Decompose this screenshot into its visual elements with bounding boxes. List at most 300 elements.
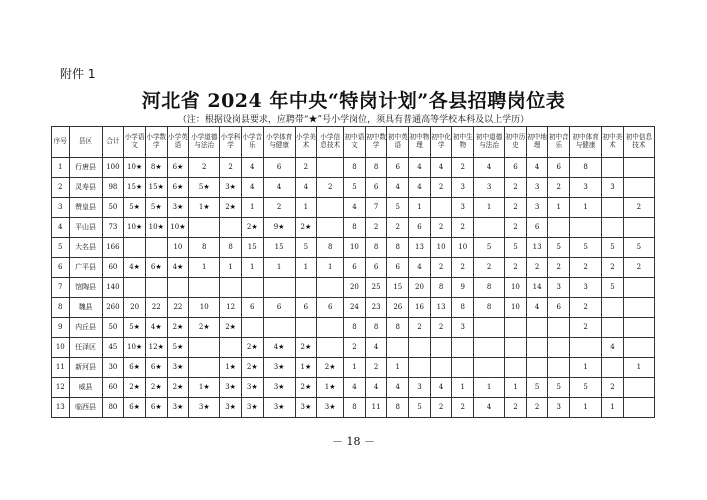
- table-cell: 6: [295, 298, 317, 318]
- table-row: [52, 278, 655, 298]
- table-cell: 2: [409, 318, 431, 338]
- table-cell: 2★: [295, 338, 317, 358]
- table-cell: 73: [102, 218, 124, 238]
- table-cell: 6★: [167, 158, 189, 178]
- table-cell: 2: [526, 398, 548, 418]
- table-row: [52, 318, 655, 338]
- table-cell: 3: [474, 178, 505, 198]
- table-cell: 8: [365, 238, 387, 258]
- table-cell: 8: [52, 298, 70, 318]
- table-cell: 12★: [145, 338, 167, 358]
- table-cell: 6★: [145, 258, 167, 278]
- table-cell: 12: [220, 298, 242, 318]
- table-cell: 13: [430, 298, 452, 318]
- table-cell: [474, 338, 505, 358]
- table-cell: [124, 238, 146, 258]
- table-cell: 新河县: [69, 358, 102, 378]
- table-cell: 5★: [124, 318, 146, 338]
- table-cell: 4: [430, 378, 452, 398]
- table-cell: [317, 158, 344, 178]
- table-cell: 15: [241, 238, 263, 258]
- table-cell: 2: [570, 298, 602, 318]
- table-cell: 6★: [145, 398, 167, 418]
- table-cell: [220, 338, 242, 358]
- table-cell: 1: [452, 378, 474, 398]
- table-cell: 2: [430, 258, 452, 278]
- table-cell: 2★: [167, 318, 189, 338]
- table-cell: 1★: [317, 378, 344, 398]
- table-cell: 5: [52, 238, 70, 258]
- table-cell: 1: [52, 158, 70, 178]
- table-cell: [189, 278, 220, 298]
- table-cell: 2: [570, 318, 602, 338]
- table-cell: 15: [263, 238, 295, 258]
- table-cell: 9: [52, 318, 70, 338]
- table-cell: 8: [452, 298, 474, 318]
- table-cell: 8: [387, 318, 409, 338]
- table-cell: 6: [344, 258, 366, 278]
- table-cell: 10★: [167, 218, 189, 238]
- table-cell: 8: [344, 158, 366, 178]
- table-cell: 7: [52, 278, 70, 298]
- table-row: [52, 178, 655, 198]
- table-cell: [602, 198, 624, 218]
- table-cell: [548, 318, 570, 338]
- table-cell: [409, 358, 431, 378]
- table-cell: 1: [570, 358, 602, 378]
- column-header: 初中物理: [409, 127, 431, 158]
- table-cell: 3★: [220, 378, 242, 398]
- table-cell: 8: [344, 318, 366, 338]
- table-cell: [623, 338, 654, 358]
- table-cell: 3★: [220, 178, 242, 198]
- table-cell: [124, 278, 146, 298]
- table-cell: 8: [189, 238, 220, 258]
- table-cell: 3: [570, 178, 602, 198]
- table-cell: [430, 198, 452, 218]
- table-cell: 13: [52, 398, 70, 418]
- table-cell: [623, 318, 654, 338]
- table-cell: 4: [263, 178, 295, 198]
- table-cell: 6: [387, 258, 409, 278]
- table-cell: 98: [102, 178, 124, 198]
- table-cell: 4: [474, 158, 505, 178]
- table-cell: 2★: [241, 358, 263, 378]
- table-cell: 4: [526, 158, 548, 178]
- table-cell: 3★: [220, 398, 242, 418]
- table-cell: 2: [505, 198, 527, 218]
- table-cell: 6: [548, 158, 570, 178]
- table-cell: 10: [189, 298, 220, 318]
- table-cell: [505, 318, 527, 338]
- table-cell: [189, 338, 220, 358]
- table-cell: 50: [102, 318, 124, 338]
- table-cell: 3★: [241, 378, 263, 398]
- table-cell: 2: [430, 178, 452, 198]
- table-cell: 1: [505, 378, 527, 398]
- table-row: [52, 378, 655, 398]
- table-cell: 2: [548, 258, 570, 278]
- table-cell: 1: [474, 198, 505, 218]
- table-cell: 10: [505, 298, 527, 318]
- table-cell: [623, 298, 654, 318]
- table-cell: 2: [602, 378, 624, 398]
- table-cell: 8: [430, 278, 452, 298]
- column-header: 初中历史: [505, 127, 527, 158]
- table-cell: 10★: [124, 218, 146, 238]
- table-row: [52, 158, 655, 178]
- table-cell: 3★: [263, 378, 295, 398]
- table-cell: 1★: [220, 358, 242, 378]
- table-cell: 20: [409, 278, 431, 298]
- table-cell: 2: [570, 258, 602, 278]
- table-cell: 1: [263, 258, 295, 278]
- table-cell: 1: [570, 198, 602, 218]
- table-cell: 5: [526, 378, 548, 398]
- table-cell: 1★: [189, 378, 220, 398]
- table-cell: 4: [52, 218, 70, 238]
- column-header: 初中信息技术: [623, 127, 654, 158]
- table-cell: [263, 278, 295, 298]
- table-cell: 1★: [295, 358, 317, 378]
- table-cell: 内丘县: [69, 318, 102, 338]
- column-header: 初中生物: [452, 127, 474, 158]
- table-cell: 4: [409, 158, 431, 178]
- table-cell: 2★: [189, 318, 220, 338]
- column-header: 县区: [69, 127, 102, 158]
- table-cell: 1: [241, 198, 263, 218]
- table-cell: [548, 338, 570, 358]
- table-cell: 3: [409, 378, 431, 398]
- table-cell: [623, 218, 654, 238]
- table-cell: 4: [474, 398, 505, 418]
- table-cell: [295, 278, 317, 298]
- column-header: 合计: [102, 127, 124, 158]
- table-cell: 260: [102, 298, 124, 318]
- table-cell: 2: [452, 398, 474, 418]
- table-cell: 4: [409, 258, 431, 278]
- table-cell: [317, 218, 344, 238]
- table-cell: 10★: [145, 218, 167, 238]
- table-cell: 3★: [263, 398, 295, 418]
- column-header: 小学语文: [124, 127, 146, 158]
- column-header: 初中地理: [526, 127, 548, 158]
- table-cell: 6★: [167, 178, 189, 198]
- table-cell: 4★: [124, 258, 146, 278]
- table-cell: 6: [263, 158, 295, 178]
- table-cell: 2: [189, 158, 220, 178]
- table-cell: 2: [548, 178, 570, 198]
- table-cell: 2: [452, 158, 474, 178]
- table-cell: 10: [430, 238, 452, 258]
- table-cell: 2: [295, 158, 317, 178]
- table-cell: 60: [102, 258, 124, 278]
- table-cell: 9★: [263, 218, 295, 238]
- table-cell: 8: [317, 238, 344, 258]
- column-header: 小学道德与法治: [189, 127, 220, 158]
- table-cell: 6★: [124, 398, 146, 418]
- table-cell: 5★: [124, 198, 146, 218]
- table-cell: 8: [570, 158, 602, 178]
- table-cell: 行唐县: [69, 158, 102, 178]
- table-row: [52, 358, 655, 378]
- table-cell: 4: [365, 378, 387, 398]
- table-header-row: [52, 127, 655, 158]
- table-cell: 3: [526, 198, 548, 218]
- table-cell: 8: [474, 298, 505, 318]
- table-cell: [623, 178, 654, 198]
- table-cell: [623, 398, 654, 418]
- table-cell: 1: [387, 358, 409, 378]
- table-cell: 2: [317, 178, 344, 198]
- table-cell: [189, 218, 220, 238]
- table-cell: [505, 338, 527, 358]
- table-cell: 6: [52, 258, 70, 278]
- table-cell: 5: [623, 238, 654, 258]
- column-header: 序号: [52, 127, 70, 158]
- column-header: 初中数学: [365, 127, 387, 158]
- table-cell: [452, 338, 474, 358]
- table-cell: 2: [505, 178, 527, 198]
- table-cell: 5★: [145, 198, 167, 218]
- table-cell: 80: [102, 398, 124, 418]
- table-cell: 8: [387, 398, 409, 418]
- table-cell: 2★: [295, 218, 317, 238]
- table-cell: 4★: [263, 338, 295, 358]
- page-title: 河北省 2024 年中央“特岗计划”各县招聘岗位表: [141, 90, 566, 112]
- table-cell: 5: [548, 238, 570, 258]
- column-header: 小学信息技术: [317, 127, 344, 158]
- column-header: 初中道德与法治: [474, 127, 505, 158]
- table-cell: 2★: [124, 378, 146, 398]
- table-cell: 1: [548, 198, 570, 218]
- table-cell: [602, 158, 624, 178]
- table-cell: 4★: [145, 318, 167, 338]
- column-header: 小学数学: [145, 127, 167, 158]
- table-cell: 4: [241, 158, 263, 178]
- table-cell: 10★: [124, 158, 146, 178]
- table-cell: 2: [452, 258, 474, 278]
- table-cell: 2: [263, 198, 295, 218]
- table-row: [52, 258, 655, 278]
- table-cell: [317, 278, 344, 298]
- table-cell: 5: [387, 198, 409, 218]
- table-cell: 23: [365, 298, 387, 318]
- table-cell: 6: [317, 298, 344, 318]
- table-cell: 22: [145, 298, 167, 318]
- table-cell: 3: [52, 198, 70, 218]
- table-row: [52, 238, 655, 258]
- table-cell: 15★: [124, 178, 146, 198]
- table-cell: 3★: [167, 358, 189, 378]
- page-number: － 18 －: [332, 435, 375, 448]
- table-cell: 30: [102, 358, 124, 378]
- recruitment-table: [51, 126, 655, 418]
- table-cell: [570, 218, 602, 238]
- table-cell: 3★: [295, 398, 317, 418]
- table-cell: 9: [452, 278, 474, 298]
- table-cell: 1: [220, 258, 242, 278]
- table-cell: 威县: [69, 378, 102, 398]
- table-cell: 14: [526, 278, 548, 298]
- table-cell: 8: [365, 158, 387, 178]
- table-cell: 22: [167, 298, 189, 318]
- table-cell: 8: [220, 238, 242, 258]
- table-cell: 50: [102, 198, 124, 218]
- table-cell: [570, 338, 602, 358]
- table-cell: 4: [602, 338, 624, 358]
- table-row: [52, 398, 655, 418]
- table-cell: [241, 318, 263, 338]
- table-cell: [526, 318, 548, 338]
- table-cell: 5: [602, 238, 624, 258]
- table-cell: 3★: [167, 198, 189, 218]
- table-cell: 5: [474, 238, 505, 258]
- table-cell: 45: [102, 338, 124, 358]
- table-cell: [474, 218, 505, 238]
- table-cell: 广平县: [69, 258, 102, 278]
- table-cell: 1: [295, 258, 317, 278]
- table-cell: [505, 358, 527, 378]
- table-cell: [602, 298, 624, 318]
- table-cell: 1: [474, 378, 505, 398]
- table-cell: 6: [548, 298, 570, 318]
- table-cell: [548, 358, 570, 378]
- table-cell: [623, 278, 654, 298]
- table-cell: 5: [570, 238, 602, 258]
- page-subtitle: （注：根据设岗县要求，应聘带“★”号小学岗位，须具有普通高等学校本科及以上学历）: [177, 115, 530, 125]
- table-cell: 3: [548, 398, 570, 418]
- table-cell: 4: [526, 298, 548, 318]
- table-cell: 20: [344, 278, 366, 298]
- table-cell: [623, 378, 654, 398]
- table-cell: 2★: [241, 218, 263, 238]
- table-cell: [623, 158, 654, 178]
- table-row: [52, 338, 655, 358]
- table-cell: 2★: [220, 318, 242, 338]
- table-cell: [317, 198, 344, 218]
- table-cell: 6: [387, 158, 409, 178]
- table-cell: 4: [430, 158, 452, 178]
- table-row: [52, 198, 655, 218]
- attachment-label: 附件 1: [60, 67, 96, 81]
- table-cell: 4: [344, 198, 366, 218]
- table-cell: 10★: [124, 338, 146, 358]
- table-cell: 8: [365, 318, 387, 338]
- table-cell: 2★: [241, 338, 263, 358]
- table-cell: 2: [430, 218, 452, 238]
- table-cell: 5: [570, 378, 602, 398]
- table-cell: 2★: [220, 198, 242, 218]
- table-cell: 5: [409, 398, 431, 418]
- table-cell: [526, 338, 548, 358]
- table-cell: 2: [623, 258, 654, 278]
- table-cell: 4: [387, 178, 409, 198]
- table-cell: 5: [505, 238, 527, 258]
- column-header: 初中美术: [602, 127, 624, 158]
- table-cell: 4: [409, 178, 431, 198]
- table-cell: [263, 318, 295, 338]
- table-cell: 8: [387, 238, 409, 258]
- table-cell: 任泽区: [69, 338, 102, 358]
- table-cell: 4: [387, 378, 409, 398]
- table-cell: [220, 278, 242, 298]
- table-cell: [145, 238, 167, 258]
- table-cell: 2: [344, 338, 366, 358]
- table-cell: 2: [430, 398, 452, 418]
- table-cell: 2: [52, 178, 70, 198]
- table-cell: [548, 218, 570, 238]
- table-cell: 8: [344, 398, 366, 418]
- table-cell: [189, 358, 220, 378]
- table-cell: 6: [409, 218, 431, 238]
- table-cell: 15: [387, 278, 409, 298]
- table-cell: 平山县: [69, 218, 102, 238]
- table-cell: [430, 358, 452, 378]
- table-cell: 8: [474, 278, 505, 298]
- table-cell: 1: [409, 198, 431, 218]
- table-cell: 2: [505, 258, 527, 278]
- column-header: 小学音乐: [241, 127, 263, 158]
- table-cell: 3: [602, 178, 624, 198]
- table-cell: 3: [548, 278, 570, 298]
- table-cell: 3★: [317, 398, 344, 418]
- table-cell: 2: [387, 218, 409, 238]
- column-header: 初中英语: [387, 127, 409, 158]
- table-cell: 5: [344, 178, 366, 198]
- table-cell: 3: [452, 318, 474, 338]
- table-cell: [430, 338, 452, 358]
- table-cell: [317, 338, 344, 358]
- table-cell: [526, 358, 548, 378]
- table-cell: 24: [344, 298, 366, 318]
- column-header: 小学科学: [220, 127, 242, 158]
- table-cell: 3: [452, 178, 474, 198]
- table-cell: 3: [526, 178, 548, 198]
- column-header: 小学体育与健康: [263, 127, 295, 158]
- table-cell: 15★: [145, 178, 167, 198]
- column-header: 小学美术: [295, 127, 317, 158]
- table-cell: 2★: [145, 378, 167, 398]
- table-cell: 10: [344, 238, 366, 258]
- table-cell: 2: [505, 218, 527, 238]
- table-cell: [602, 358, 624, 378]
- table-cell: 20: [124, 298, 146, 318]
- table-cell: 灵寿县: [69, 178, 102, 198]
- table-cell: 6: [263, 298, 295, 318]
- table-cell: [602, 218, 624, 238]
- table-cell: 2: [623, 198, 654, 218]
- column-header: 初中音乐: [548, 127, 570, 158]
- table-cell: [474, 358, 505, 378]
- table-cell: [452, 358, 474, 378]
- table-cell: 2: [602, 258, 624, 278]
- table-cell: 4: [241, 178, 263, 198]
- table-cell: 140: [102, 278, 124, 298]
- table-cell: 2★: [295, 378, 317, 398]
- table-cell: 100: [102, 158, 124, 178]
- table-cell: 166: [102, 238, 124, 258]
- table-cell: 11: [365, 398, 387, 418]
- table-cell: 1: [570, 398, 602, 418]
- table-cell: 10: [505, 278, 527, 298]
- table-cell: 5: [548, 378, 570, 398]
- table-cell: 3★: [263, 358, 295, 378]
- table-cell: 4★: [167, 258, 189, 278]
- column-header: 初中化学: [430, 127, 452, 158]
- table-cell: 26: [387, 298, 409, 318]
- table-cell: 8★: [145, 158, 167, 178]
